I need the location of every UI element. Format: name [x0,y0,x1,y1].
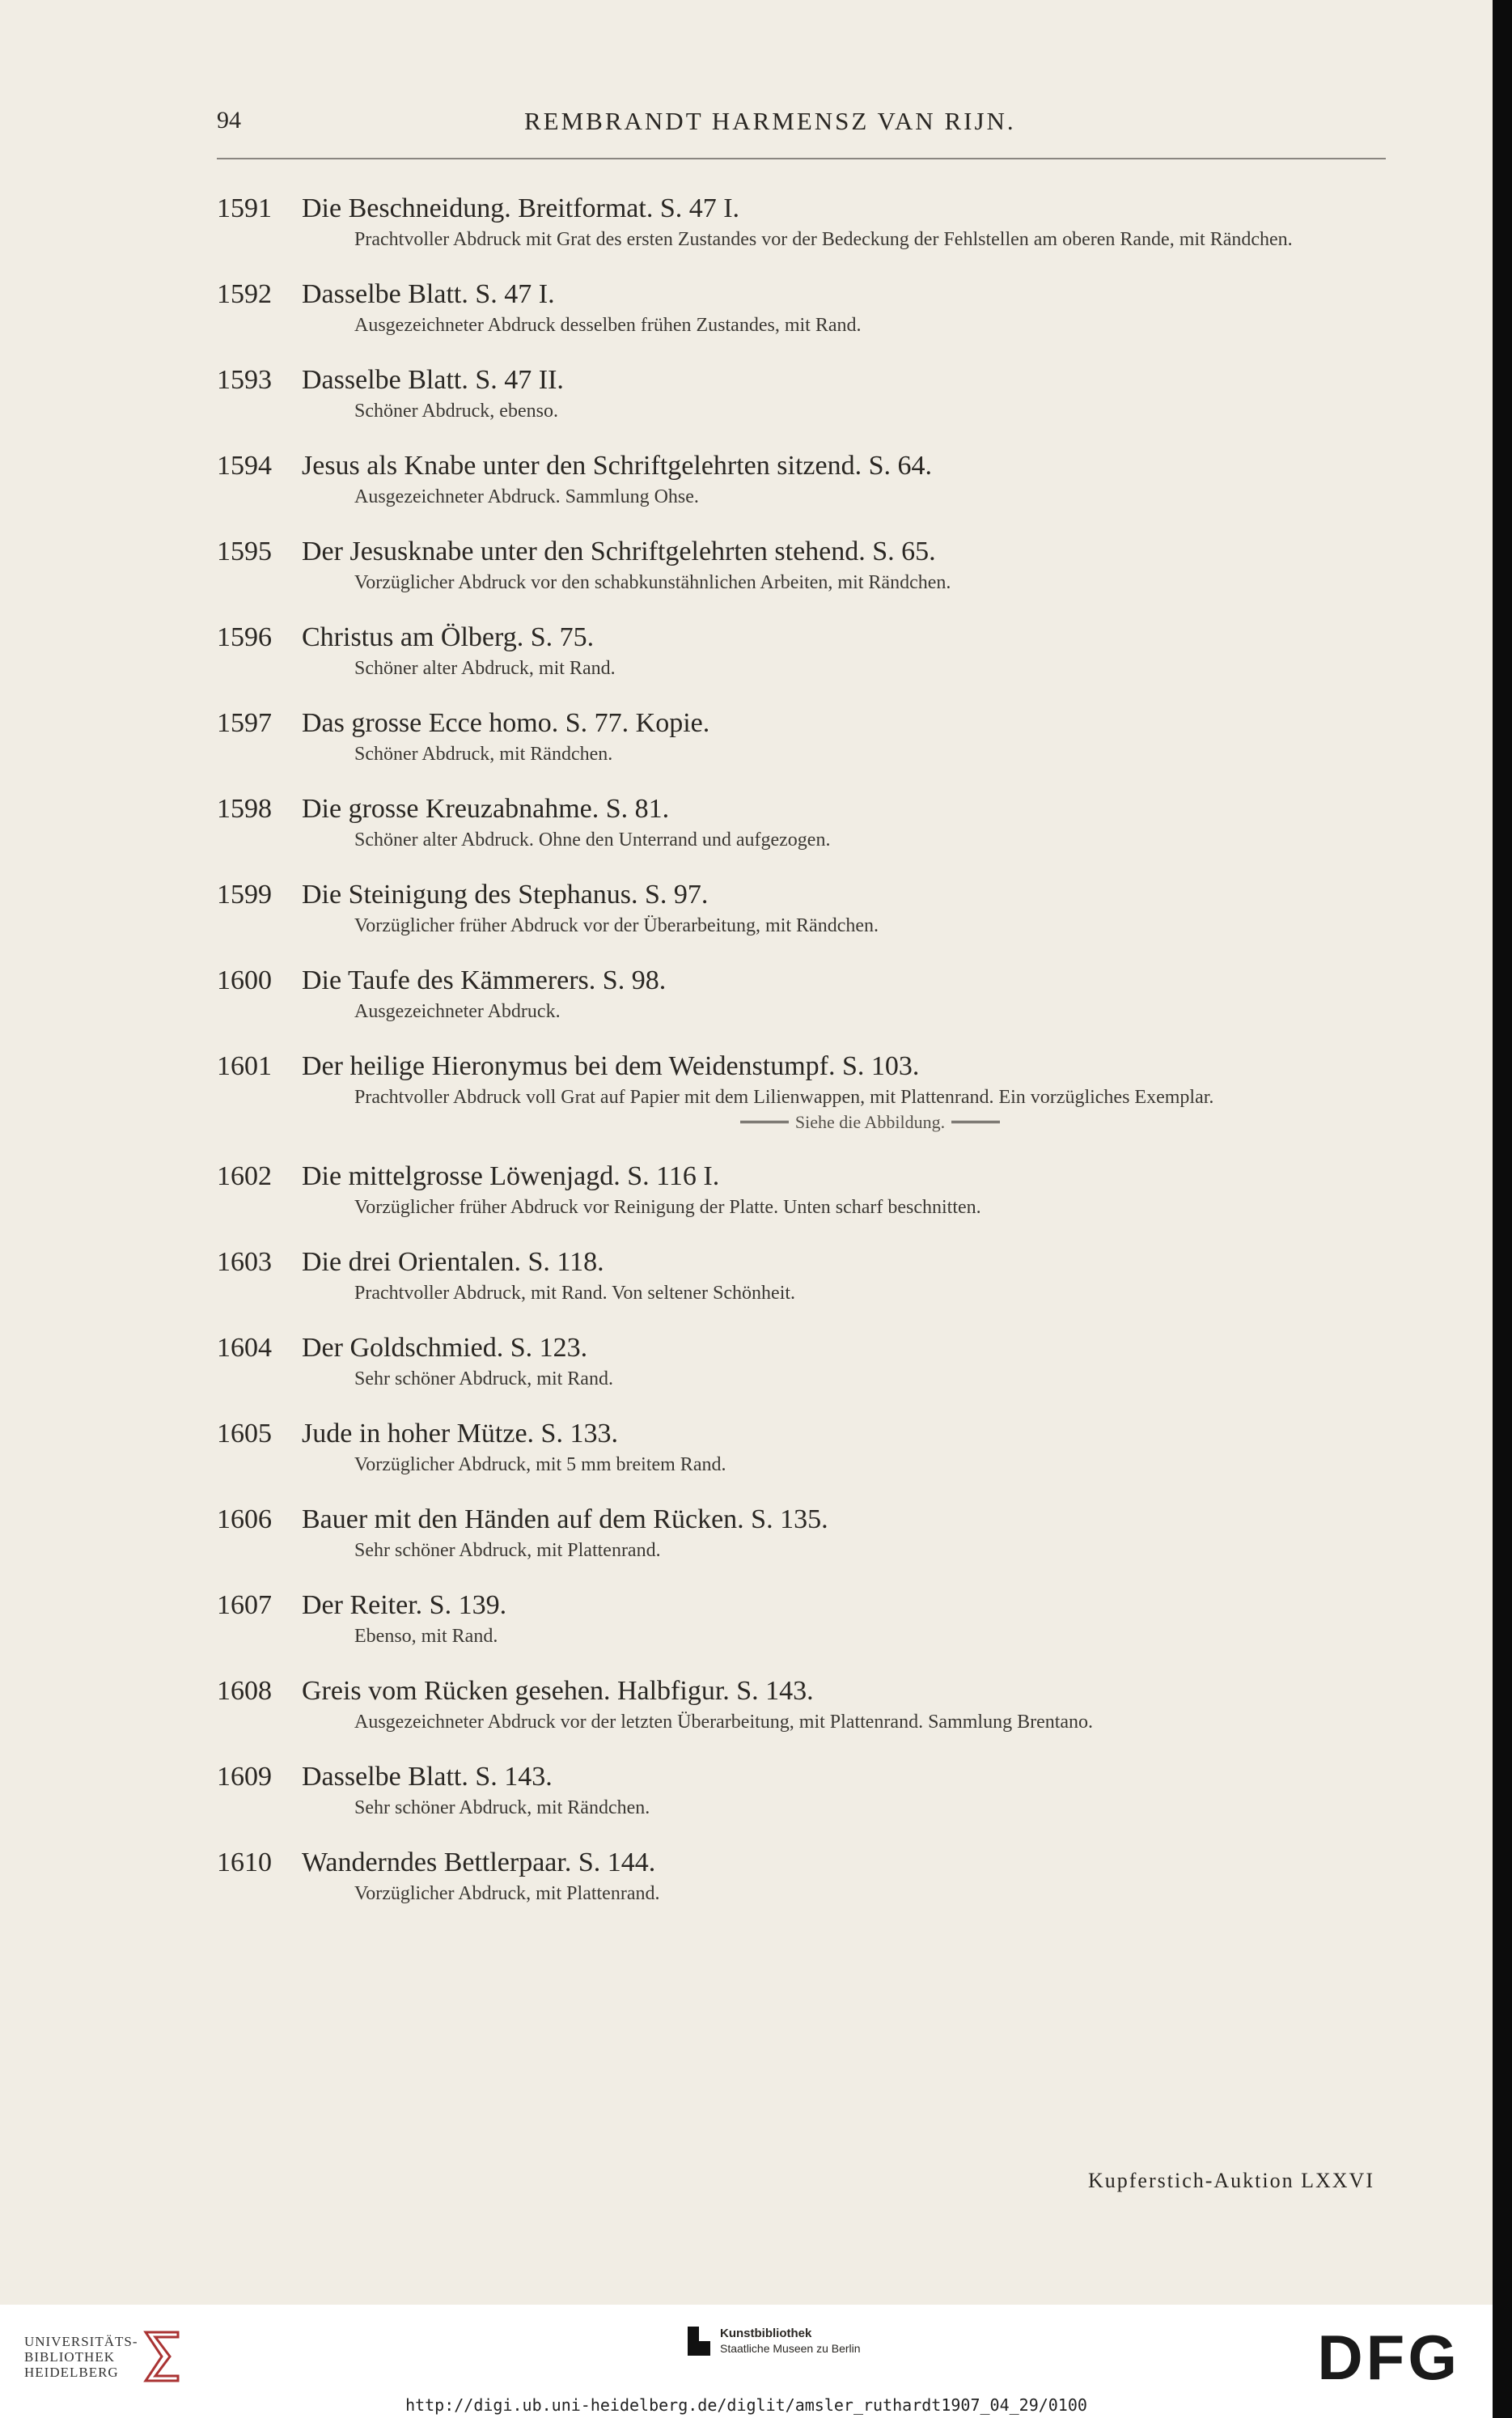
catalogue-entry [217,1759,1386,1821]
entry-title: Die Steinigung des Stephanus. S. 97. [302,880,709,910]
entry-description: Schöner Abdruck, mit Rändchen. [354,744,613,765]
dfg-logo: DFG [1317,2322,1460,2393]
lot-number: 1592 [217,279,272,309]
catalogue-entry [217,1245,1386,1306]
catalogue-entry [217,791,1386,853]
catalogue-entry [217,877,1386,939]
library-name: UNIVERSITÄTS- BIBLIOTHEK HEIDELBERG [24,2334,138,2380]
catalogue-entry [217,277,1386,338]
library-logo-icon [138,2324,186,2389]
entry-description: Ausgezeichneter Abdruck. [354,1001,561,1022]
catalogue-entry [217,1416,1386,1478]
entry-description: Schöner alter Abdruck, mit Rand. [354,658,616,679]
kunstbibliothek-mark [688,2326,861,2356]
entry-description: Ausgezeichneter Abdruck desselben frühen Zustandes, mit Rand. [354,315,862,336]
entry-title: Die drei Orientalen. S. 118. [302,1247,604,1277]
catalogue-entry [217,1049,1386,1135]
entry-description: Ausgezeichneter Abdruck vor der letzten Überarbeitung, mit Plattenrand. Sammlung Brentano. [354,1712,1094,1733]
catalogue-entries [217,191,1386,1931]
double-rule-left [740,1121,789,1126]
lot-number: 1595 [217,537,272,566]
lot-number: 1601 [217,1051,272,1081]
catalogue-entry [217,191,1386,252]
catalogue-entry [217,1674,1386,1735]
entry-description: Vorzüglicher früher Abdruck vor der Überarbeitung, mit Rändchen. [354,915,879,936]
entry-title: Wanderndes Bettlerpaar. S. 144. [302,1847,656,1877]
entry-description: Vorzüglicher Abdruck vor den schabkunstähnlichen Arbeiten, mit Rändchen. [354,572,951,593]
page-url[interactable]: http://digi.ub.uni-heidelberg.de/diglit/amsler_ruthardt1907_04_29/0100 [405,2395,1087,2415]
catalogue-entry [217,1588,1386,1649]
entry-title: Christus am Ölberg. S. 75. [302,622,595,652]
catalogue-entry [217,1502,1386,1563]
entry-description: Sehr schöner Abdruck, mit Rand. [354,1368,613,1389]
catalogue-entry [217,620,1386,681]
entry-title: Die mittelgrosse Löwenjagd. S. 116 I. [302,1161,720,1191]
entry-description: Schöner alter Abdruck. Ohne den Unterrand und aufgezogen. [354,829,831,851]
lot-number: 1599 [217,880,272,910]
lot-number: 1594 [217,451,272,481]
entry-title: Der heilige Hieronymus bei dem Weidenstumpf. S. 103. [302,1051,920,1081]
lot-number: 1607 [217,1590,272,1620]
kunstbibliothek-logo-icon [688,2327,710,2356]
entry-title: Greis vom Rücken gesehen. Halbfigur. S. 143. [302,1676,814,1706]
entry-title: Die grosse Kreuzabnahme. S. 81. [302,794,670,824]
header-rule [217,158,1386,159]
lot-number: 1604 [217,1333,272,1363]
double-rule-right [951,1121,1000,1126]
lot-number: 1609 [217,1762,272,1792]
lot-number: 1593 [217,365,272,395]
entry-title: Der Reiter. S. 139. [302,1590,507,1620]
entry-title: Die Beschneidung. Breitformat. S. 47 I. [302,193,740,223]
running-title: REMBRANDT HARMENSZ VAN RIJN. [524,107,1016,135]
catalogue-signature: Kupferstich-Auktion LXXVI [1088,2169,1374,2192]
entry-description: Prachtvoller Abdruck mit Grat des ersten Zustandes vor der Bedeckung der Fehlstellen am oberen Rande, mit Rändchen. [354,229,1293,250]
catalogue-entry [217,1845,1386,1907]
lot-number: 1602 [217,1161,272,1191]
entry-description: Ausgezeichneter Abdruck. Sammlung Ohse. [354,486,699,507]
entry-description: Prachtvoller Abdruck, mit Rand. Von seltener Schönheit. [354,1283,796,1304]
lot-number: 1608 [217,1676,272,1706]
lot-number: 1598 [217,794,272,824]
lot-number: 1605 [217,1419,272,1449]
kunstbibliothek-title: Kunstbibliothek [720,2327,812,2340]
catalogue-entry [217,706,1386,767]
lot-number: 1606 [217,1504,272,1534]
entry-title: Das grosse Ecce homo. S. 77. Kopie. [302,708,710,738]
illustration-note-text: Siehe die Abbildung. [794,1112,946,1132]
catalogue-entry [217,963,1386,1024]
catalogue-entry [217,448,1386,510]
illustration-note [217,1110,1386,1135]
lot-number: 1603 [217,1247,272,1277]
lot-number: 1610 [217,1847,272,1877]
entry-description: Vorzüglicher Abdruck, mit 5 mm breitem Rand. [354,1454,726,1475]
entry-description: Vorzüglicher früher Abdruck vor Reinigung der Platte. Unten scharf beschnitten. [354,1197,981,1218]
entry-title: Dasselbe Blatt. S. 47 I. [302,279,555,309]
scan-edge-strip [1493,0,1512,2418]
catalogue-entry [217,363,1386,424]
entry-description: Vorzüglicher Abdruck, mit Plattenrand. [354,1883,660,1904]
catalogue-entry [217,1330,1386,1392]
page-header [217,107,1386,155]
entry-title: Dasselbe Blatt. S. 143. [302,1762,553,1792]
page-number: 94 [217,107,241,134]
entry-title: Bauer mit den Händen auf dem Rücken. S. 135. [302,1504,828,1534]
lot-number: 1597 [217,708,272,738]
entry-description: Prachtvoller Abdruck voll Grat auf Papier mit dem Lilienwappen, mit Plattenrand. Ein vorzügliches Exemplar. [354,1087,1214,1108]
entry-description: Ebenso, mit Rand. [354,1626,498,1647]
entry-title: Der Jesusknabe unter den Schriftgelehrten stehend. S. 65. [302,537,936,566]
entry-description: Schöner Abdruck, ebenso. [354,401,558,422]
lot-number: 1600 [217,965,272,995]
lot-number: 1591 [217,193,272,223]
entry-description: Sehr schöner Abdruck, mit Rändchen. [354,1797,650,1818]
entry-title: Dasselbe Blatt. S. 47 II. [302,365,564,395]
entry-title: Die Taufe des Kämmerers. S. 98. [302,965,667,995]
lot-number: 1596 [217,622,272,652]
entry-description: Sehr schöner Abdruck, mit Plattenrand. [354,1540,661,1561]
entry-title: Der Goldschmied. S. 123. [302,1333,588,1363]
digitization-footer [0,2305,1493,2418]
entry-title: Jesus als Knabe unter den Schriftgelehrten sitzend. S. 64. [302,451,932,481]
catalogue-entry [217,534,1386,596]
catalogue-entry [217,1159,1386,1220]
kunstbibliothek-subtitle: Staatliche Museen zu Berlin [720,2342,861,2355]
entry-title: Jude in hoher Mütze. S. 133. [302,1419,618,1449]
